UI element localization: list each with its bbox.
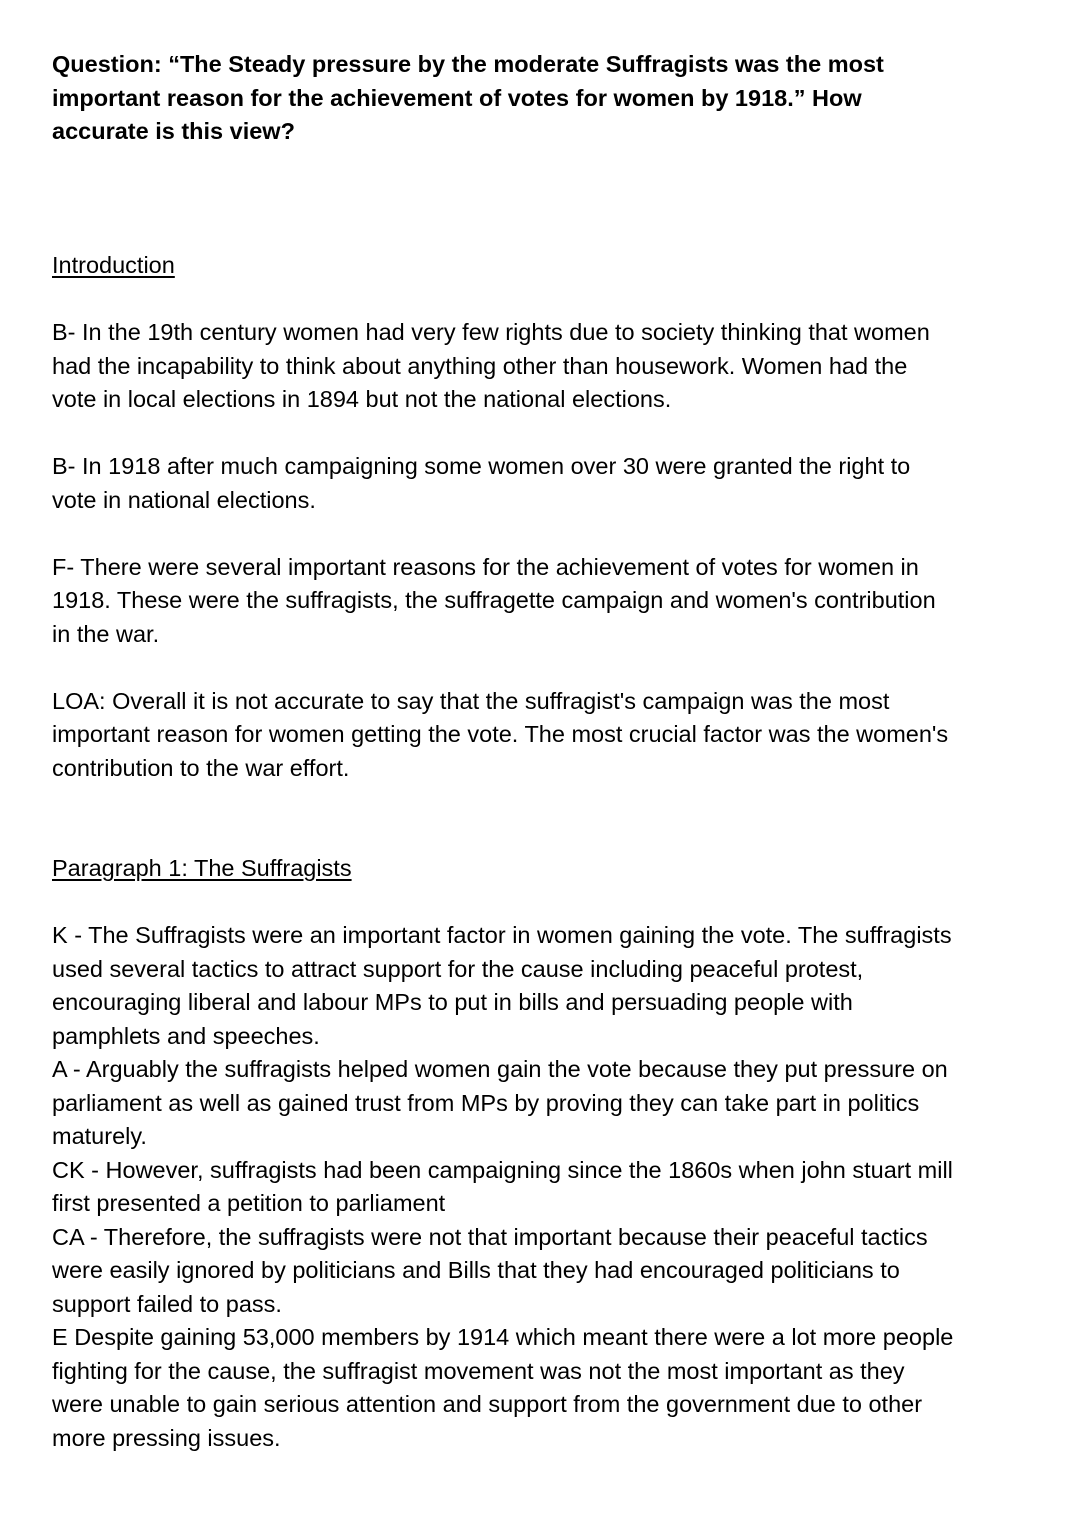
- text-line: CK - However, suffragists had been campaigning since the 1860s when john stuart mill: [52, 1156, 953, 1183]
- question-line: accurate is this view?: [52, 118, 295, 144]
- text-line: K - The Suffragists were an important factor in women gaining the vote. The suffragists: [52, 922, 952, 948]
- text-line: more pressing issues.: [52, 1424, 281, 1451]
- intro-factors-paragraph: [52, 551, 1042, 652]
- text-line: B- In the 19th century women had very few rights due to society thinking that women: [52, 319, 930, 345]
- text-line: had the incapability to think about anything other than housework. Women had the: [52, 352, 908, 379]
- text-line: vote in national elections.: [52, 486, 316, 513]
- introduction-heading: Introduction: [52, 252, 175, 278]
- text-line: CA - Therefore, the suffragists were not that important because their peaceful tactics: [52, 1223, 928, 1250]
- text-line: A - Arguably the suffragists helped women gain the vote because they put pressure on: [52, 1056, 948, 1082]
- text-line: fighting for the cause, the suffragist movement was not the most important as they: [52, 1357, 905, 1384]
- text-line: maturely.: [52, 1123, 147, 1149]
- intro-line-of-argument-paragraph: [52, 685, 1042, 786]
- intro-background-paragraph-2: [52, 450, 1042, 517]
- document-body: [52, 48, 1042, 1455]
- essay-question: [52, 48, 972, 149]
- text-line: B- In 1918 after much campaigning some women over 30 were granted the right to: [52, 453, 911, 479]
- paragraph1-heading: Paragraph 1: The Suffragists: [52, 855, 352, 881]
- text-line: were easily ignored by politicians and Bills that they had encouraged politicians to: [52, 1257, 900, 1283]
- text-line: E Despite gaining 53,000 members by 1914 which meant there were a lot more people: [52, 1324, 954, 1350]
- text-line: LOA: Overall it is not accurate to say that the suffragist's campaign was the most: [52, 687, 890, 714]
- text-line: in the war.: [52, 620, 160, 647]
- text-line: F- There were several important reasons for the achievement of votes for women in: [52, 553, 919, 580]
- text-line: were unable to gain serious attention and support from the government due to other: [52, 1391, 923, 1417]
- text-line: support failed to pass.: [52, 1290, 282, 1317]
- text-line: pamphlets and speeches.: [52, 1022, 320, 1049]
- text-line: 1918. These were the suffragists, the suffragette campaign and women's contribution: [52, 587, 936, 613]
- text-line: first presented a petition to parliament: [52, 1190, 446, 1216]
- text-line: encouraging liberal and labour MPs to put in bills and persuading people with: [52, 989, 853, 1015]
- text-line: contribution to the war effort.: [52, 754, 350, 781]
- text-line: important reason for women getting the vote. The most crucial factor was the women's: [52, 721, 949, 747]
- paragraph1-body: [52, 919, 1042, 1455]
- question-line: Question: “The Steady pressure by the moderate Suffragists was the most: [52, 51, 884, 77]
- intro-background-paragraph: [52, 316, 1042, 417]
- question-line: important reason for the achievement of votes for women by 1918.” How: [52, 84, 862, 111]
- text-line: parliament as well as gained trust from MPs by proving they can take part in politics: [52, 1089, 920, 1116]
- text-line: used several tactics to attract support for the cause including peaceful protest,: [52, 955, 864, 982]
- text-line: vote in local elections in 1894 but not the national elections.: [52, 386, 672, 412]
